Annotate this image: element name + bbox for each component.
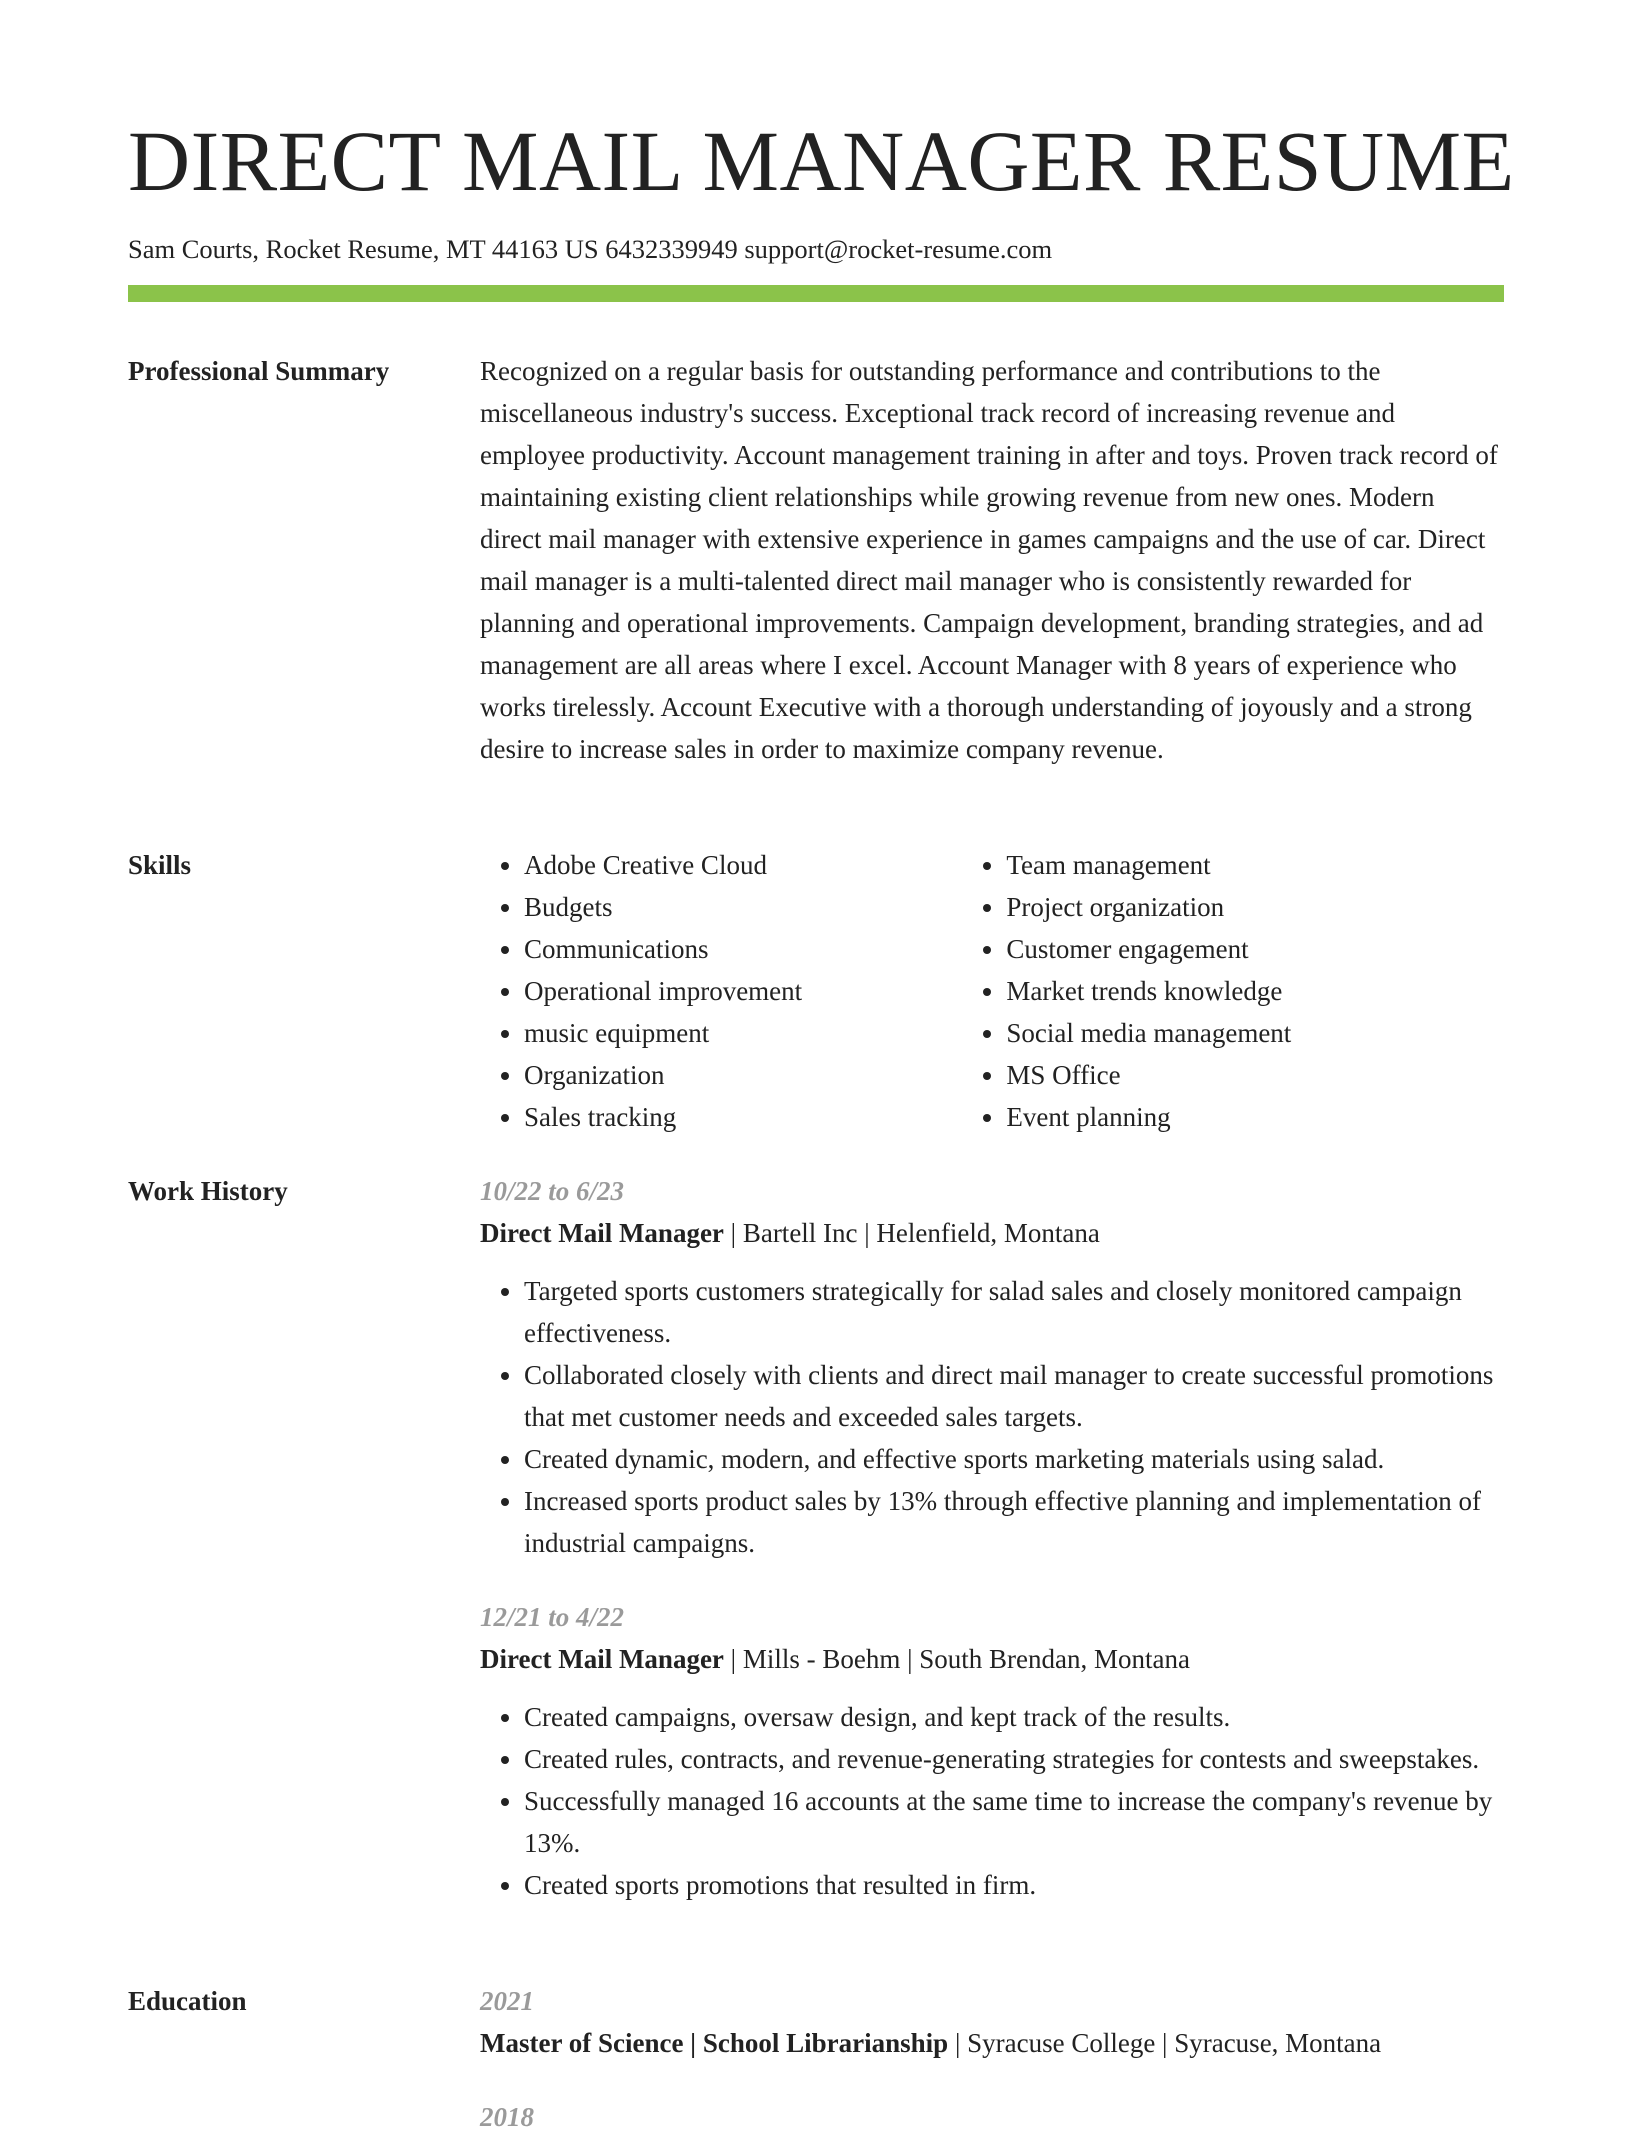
education-year: 2021: [480, 1986, 534, 2016]
job-bullet: • Targeted sports customers strategically for salad sales and closely monitored campaign effectiveness.: [524, 1270, 1502, 1354]
skill-item: • Operational improvement: [524, 970, 962, 1012]
skill-item: • Communications: [524, 928, 962, 970]
job-bullet: • Successfully managed 16 accounts at the same time to increase the company's revenue by 13%.: [524, 1780, 1502, 1864]
job-dates: 12/21 to 4/22: [480, 1602, 625, 1632]
job-bullet: • Created sports promotions that resulted in firm.: [524, 1864, 1502, 1906]
skills-column-2: [962, 844, 1502, 1138]
job-bullets: [480, 1270, 1502, 1564]
summary-heading: Professional Summary: [128, 356, 390, 386]
skill-item: • MS Office: [1006, 1054, 1502, 1096]
job-bullets: [480, 1696, 1502, 1906]
education-entry: [480, 2096, 1502, 2138]
job-title: Direct Mail Manager: [480, 1218, 724, 1248]
job-details: | Bartell Inc | Helenfield, Montana: [723, 1218, 1100, 1248]
education-heading: Education: [128, 1986, 247, 2016]
skill-item: • Market trends knowledge: [1006, 970, 1502, 1012]
job-details: | Mills - Boehm | South Brendan, Montana: [723, 1644, 1190, 1674]
job-dates: 10/22 to 6/23: [480, 1176, 625, 1206]
skill-item: • music equipment: [524, 1012, 962, 1054]
skill-item: • Event planning: [1006, 1096, 1502, 1138]
job-bullet: • Increased sports product sales by 13% through effective planning and implementation of industrial campaigns.: [524, 1480, 1502, 1564]
education-details: | Syracuse College | Syracuse, Montana: [948, 2028, 1382, 2058]
skill-item: • Adobe Creative Cloud: [524, 844, 962, 886]
skill-item: • Organization: [524, 1054, 962, 1096]
summary-text: Recognized on a regular basis for outstanding performance and contributions to the miscellaneous industry's success. Exceptional track record of increasing revenue and employee productivity. Account management training in after and toys. Proven track record of maintaining existing client relationships while growing revenue from new ones. Modern direct mail manager with extensive experience in games campaigns and the use of car. Direct mail manager is a multi-talented direct mail manager who is consistently rewarded for planning and operational improvements. Campaign development, branding strategies, and ad management are all areas where I excel. Account Manager with 8 years of experience who works tirelessly. Account Executive with a thorough understanding of joyously and a strong desire to increase sales in order to maximize company revenue.: [480, 356, 1498, 764]
skill-item: • Sales tracking: [524, 1096, 962, 1138]
job-bullet: • Created campaigns, oversaw design, and kept track of the results.: [524, 1696, 1502, 1738]
education-entry: [480, 1980, 1502, 2064]
contact-line: Sam Courts, Rocket Resume, MT 44163 US 6432339949 support@rocket-resume.com: [128, 234, 1053, 264]
skill-item: • Project organization: [1006, 886, 1502, 928]
skill-item: • Team management: [1006, 844, 1502, 886]
education-year: 2018: [480, 2102, 534, 2132]
resume-title: DIRECT MAIL MANAGER RESUME: [128, 113, 1515, 209]
job-bullet: • Collaborated closely with clients and direct mail manager to create successful promotions that met customer needs and exceeded sales targets.: [524, 1354, 1502, 1438]
job-title: Direct Mail Manager: [480, 1644, 724, 1674]
job-title-line: [480, 1638, 1502, 1680]
job-title-line: [480, 1212, 1502, 1254]
job-entry: [480, 1596, 1502, 1906]
education-title-line: [480, 2022, 1502, 2064]
job-entry: [480, 1170, 1502, 1564]
skill-item: • Customer engagement: [1006, 928, 1502, 970]
header-divider: [128, 285, 1504, 302]
education-degree: Master of Science | School Librarianship: [480, 2028, 949, 2058]
skills-heading: Skills: [128, 850, 192, 880]
skill-item: • Social media management: [1006, 1012, 1502, 1054]
skill-item: • Budgets: [524, 886, 962, 928]
job-bullet: • Created rules, contracts, and revenue-generating strategies for contests and sweepstakes.: [524, 1738, 1502, 1780]
work-history-heading: Work History: [128, 1176, 288, 1206]
job-bullet: • Created dynamic, modern, and effective sports marketing materials using salad.: [524, 1438, 1502, 1480]
skills-column-1: [480, 844, 962, 1138]
